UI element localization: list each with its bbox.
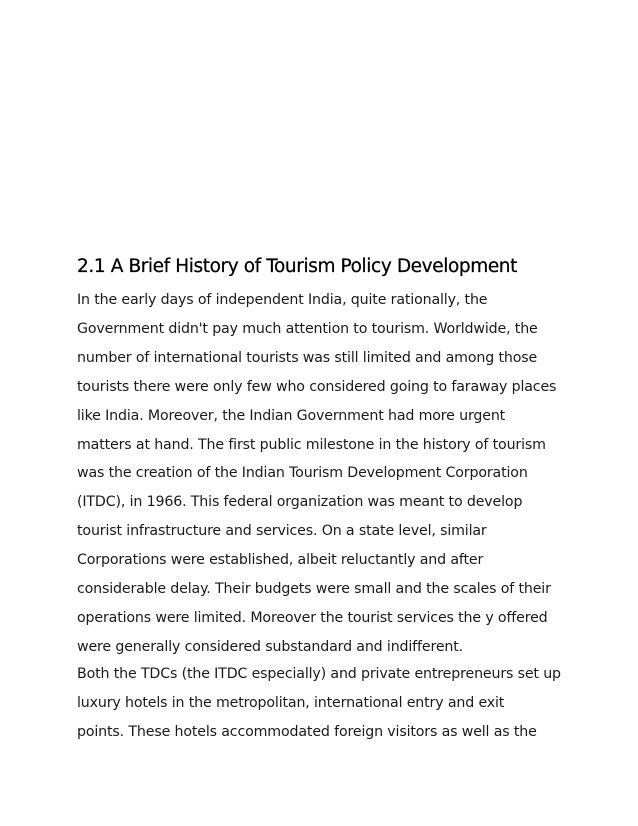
paragraph-line: like India. Moreover, the Indian Government had more urgent <box>77 407 506 424</box>
section-heading: 2.1 A Brief History of Tourism Policy Development <box>77 256 517 277</box>
paragraph-line: luxury hotels in the metropolitan, international entry and exit <box>77 694 505 711</box>
paragraph-line: operations were limited. Moreover the tourist services the y offered <box>77 609 548 626</box>
paragraph-line: number of international tourists was still limited and among those <box>77 349 538 366</box>
paragraph-line: (ITDC), in 1966. This federal organization was meant to develop <box>77 494 523 511</box>
paragraph-line: tourist infrastructure and services. On a state level, similar <box>77 523 487 540</box>
paragraph-line: Government didn't pay much attention to tourism. Worldwide, the <box>77 320 538 337</box>
paragraph-line: In the early days of independent India, quite rationally, the <box>77 292 488 308</box>
paragraph-1 <box>77 286 577 662</box>
paragraph-line: considerable delay. Their budgets were small and the scales of their <box>77 581 551 598</box>
paragraph-line: Both the TDCs (the ITDC especially) and private entrepreneurs set up <box>77 666 561 682</box>
paragraph-line: matters at hand. The first public milestone in the history of tourism <box>77 436 546 453</box>
paragraph-line: were generally considered substandard and indifferent. <box>77 638 464 655</box>
paragraph-line: Corporations were established, albeit reluctantly and after <box>77 552 484 569</box>
paragraph-2 <box>77 660 577 747</box>
paragraph-line: points. These hotels accommodated foreign visitors as well as the <box>77 723 537 740</box>
paragraph-line: was the creation of the Indian Tourism Development Corporation <box>77 465 528 482</box>
paragraph-line: tourists there were only few who considered going to faraway places <box>77 378 557 395</box>
